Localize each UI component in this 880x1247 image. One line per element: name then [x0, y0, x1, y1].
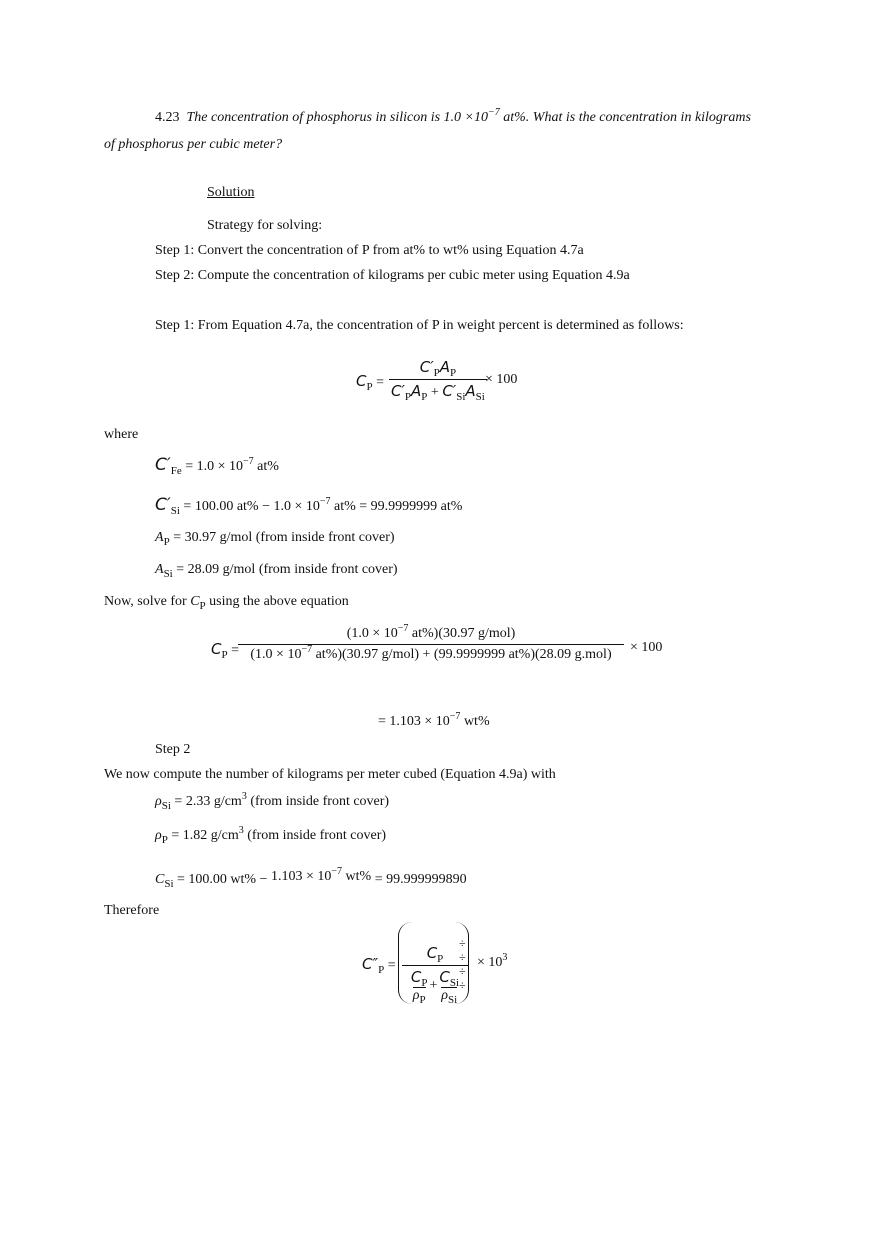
eq2-numerator: ($1.0 \times 10^{-7}$ at%)(30.97 g/mol) [346, 623, 516, 641]
solution-heading: Solution [207, 185, 255, 200]
eq2-times: × 100 [630, 640, 663, 655]
eq2-lhs: $C_P$ = [211, 640, 240, 661]
rho-p-line: $\rho_P = 1.82$ $g/cm^3$ (from inside front cover) [155, 825, 387, 846]
def-a-si: $A_{Si} = 28.09$ g/mol (from inside front cover) [155, 562, 398, 580]
problem-line-1 [155, 107, 751, 127]
def-a-p: $A_P = 30.97$ g/mol (from inside front cover) [155, 530, 395, 548]
eq3-term-si: $C_{Si}$ $\rho_{Si}$ [439, 968, 460, 1006]
c-si-line: $C_{Si} = 100.00$ $wt\% - 1.103 \times 10^{-7}$ wt% = 99.999999890 [155, 866, 467, 890]
rho-si-line: $\rho_{Si} = 2.33$ $g/cm^3$ (from inside front cover) [155, 791, 390, 812]
eq3-lhs: $C''_P$ = [362, 955, 396, 976]
now-solve-line: Now, solve for $C_P$ using the above equation [104, 594, 349, 612]
eq1-lhs: $C_P$ = [356, 372, 385, 393]
eq1-denominator: $C'_PA_P + C'_{Si}A_{Si}$ [389, 379, 487, 401]
eq3-numerator: $C_P$ [426, 944, 444, 965]
step2-intro: We now compute the number of kilograms per meter cubed (Equation 4.9a) with [104, 767, 556, 782]
where-label: where [104, 427, 139, 442]
strategy-step-1: Step 1: Convert the concentration of P from at% to wt% using Equation 4.7a [155, 243, 584, 258]
eq3-div-marks: ÷ ÷ ÷ ÷ [459, 936, 466, 992]
step1-intro: Step 1: From Equation 4.7a, the concentration of P in weight percent is determined as follows: [155, 318, 684, 333]
step2-label: Step 2 [155, 742, 191, 757]
problem-exponent: −7 [488, 107, 500, 118]
eq1-fraction [389, 358, 487, 401]
result-wt-percent: = $1.103 \times 10^{-7}$ wt% [378, 711, 490, 729]
def-c-fe: $C'_{Fe} = 1.0 \times 10^{-7}$ at% [155, 455, 279, 477]
eq3-times: × $10^3$ [477, 952, 508, 970]
eq1-numerator: $C'_PA_P$ [419, 358, 457, 379]
eq3-fraction [404, 944, 466, 1004]
eq2-denominator: ($1.0 \times 10^{-7}$ at%)(30.97 g/mol) + (99.9999999 at%)(28.09 g.mol) [238, 644, 624, 663]
eq3-term-p: $C_P$ $\rho_P$ [410, 968, 428, 1006]
strategy-heading: Strategy for solving: [207, 218, 323, 233]
eq1-times: × 100 [485, 372, 518, 387]
strategy-step-2: Step 2: Compute the concentration of kilograms per cubic meter using Equation 4.9a [155, 268, 630, 283]
eq3-denominator: $C_P$ $\rho_P$ + $C_{Si}$ $\rho_{Si}$ [402, 965, 468, 1004]
eq2-fraction [240, 623, 622, 663]
def-c-si: $C'_{Si} = 100.00$ $at\% - 1.0 \times 10^{-7}$ at% = 99.9999999 at% [155, 495, 463, 517]
problem-number: 4.23 [155, 110, 180, 125]
problem-line-2: of phosphorus per cubic meter? [104, 137, 283, 152]
therefore-label: Therefore [104, 903, 160, 918]
problem-text: The concentration of phosphorus in silicon is 1.0 ×10 [186, 110, 488, 125]
problem-text-end: at%. What is the concentration in kilograms [499, 110, 751, 125]
